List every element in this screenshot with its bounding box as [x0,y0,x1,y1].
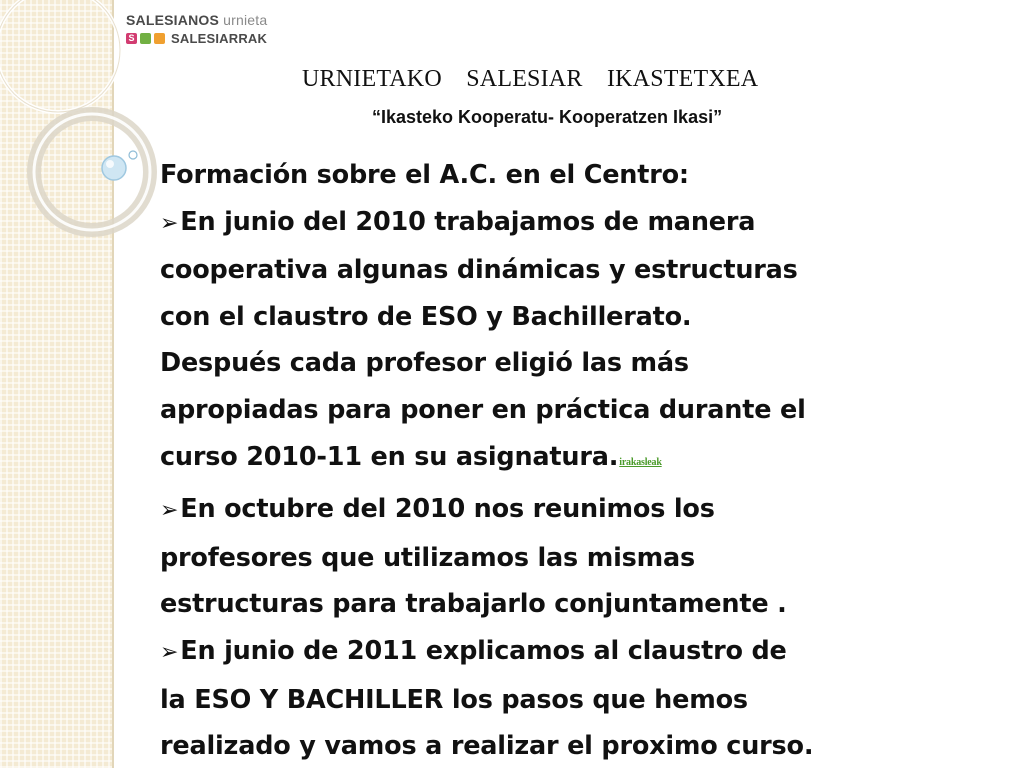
bullet-text: En octubre del 2010 nos reunimos los [180,494,715,525]
school-motto: “Ikasteko Kooperatu- Kooperatzen Ikasi” [372,107,723,127]
logo-brand: SALESIANOS [126,12,220,28]
bullet-line: estructuras para trabajarlo conjuntamente . [160,589,787,620]
logo-s-square-icon: S [126,33,137,44]
bullet-text: En junio de 2011 explicamos al claustro de [180,635,787,666]
bullet-text: curso 2010-11 en su asignatura. [160,441,619,472]
slide-content [160,152,1010,770]
logo-location: urnieta [223,12,268,28]
bullet-2 [160,486,1010,628]
content-heading: Formación sobre el A.C. en el Centro: [160,160,689,190]
bullet-line: con el claustro de ESO y Bachillerato. [160,301,692,332]
bullet-3 [160,628,1010,770]
school-logo [126,12,296,52]
bullet-line: la ESO Y BACHILLER los pasos que hemos [160,684,748,715]
logo-green-square-icon [140,33,151,44]
logo-line2 [126,31,296,46]
bullet-line: realizado y vamos a realizar el proximo curso. [160,731,814,762]
irakasleak-link[interactable]: irakasleak [619,456,662,468]
bullet-line: cooperativa algunas dinámicas y estructuras [160,255,798,286]
arrow-bullet-icon: ➢ [160,498,179,524]
logo-orange-square-icon [154,33,165,44]
bullet-line: apropiadas para poner en práctica durante el [160,394,806,425]
bullet-1-line-1 [160,199,1010,248]
arrow-bullet-icon: ➢ [160,639,179,665]
bullet-text: En junio del 2010 trabajamos de manera [180,206,756,237]
bullet-line: Después cada profesor eligió las más [160,348,689,379]
bullet-3-line-1 [160,628,1010,677]
bullet-2-line-1 [160,486,1010,535]
logo-line1 [126,12,296,28]
bullet-1-last-line [160,434,1010,487]
arrow-bullet-icon: ➢ [160,210,179,236]
bullet-line: profesores que utilizamos las mismas [160,542,695,573]
bullet-1 [160,199,1010,487]
logo-salesiarrak: SALESIARRAK [171,31,268,46]
school-title: URNIETAKO SALESIAR IKASTETXEA [302,66,759,92]
decorative-left-strip [0,0,114,768]
